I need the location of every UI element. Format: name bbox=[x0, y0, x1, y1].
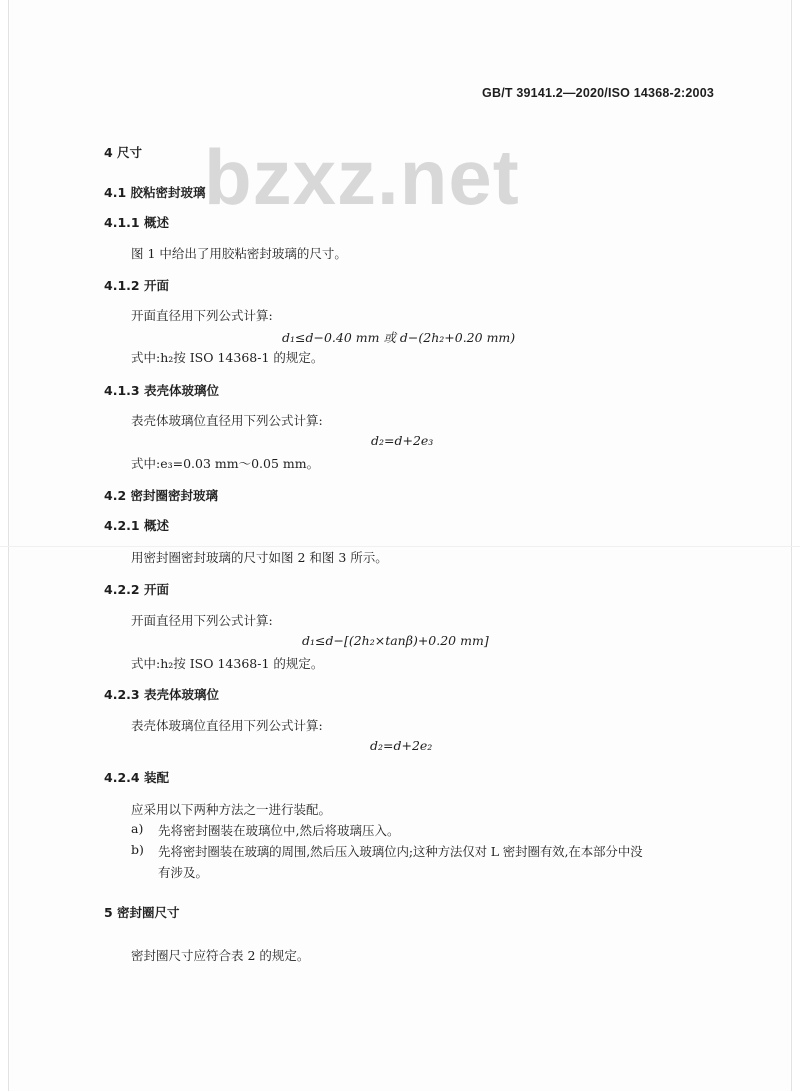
section-4-1-3-title: 4.1.3 表壳体玻璃位 bbox=[104, 383, 219, 398]
list-item-b-line2: 有涉及。 bbox=[158, 865, 209, 880]
section-4-1-1-title: 4.1.1 概述 bbox=[104, 215, 169, 230]
section-4-2-4-intro: 应采用以下两种方法之一进行装配。 bbox=[131, 802, 332, 817]
section-4-1-3-where: 式中:e₃=0.03 mm～0.05 mm。 bbox=[131, 456, 320, 471]
section-5-text: 密封圈尺寸应符合表 2 的规定。 bbox=[131, 948, 310, 963]
standard-number: GB/T 39141.2—2020/ISO 14368-2:2003 bbox=[482, 86, 714, 100]
list-item-b-line1: 先将密封圈装在玻璃的周围,然后压入玻璃位内;这种方法仅对 L 密封圈有效,在本部分中没 bbox=[158, 844, 643, 859]
page-divider bbox=[0, 546, 800, 547]
section-4-1-2-intro: 开面直径用下列公式计算: bbox=[131, 308, 273, 323]
section-4-2-4-title: 4.2.4 装配 bbox=[104, 770, 169, 785]
section-4-2-3-intro: 表壳体玻璃位直径用下列公式计算: bbox=[131, 718, 323, 733]
section-4-1-1-text: 图 1 中给出了用胶粘密封玻璃的尺寸。 bbox=[131, 246, 347, 261]
section-4-1-3-intro: 表壳体玻璃位直径用下列公式计算: bbox=[131, 413, 323, 428]
section-4-1-2-title: 4.1.2 开面 bbox=[104, 278, 169, 293]
section-4-2-2-title: 4.2.2 开面 bbox=[104, 582, 169, 597]
watermark: bzxz.net bbox=[204, 133, 520, 221]
formula-4-1-2: d₁≤d−0.40 mm 或 d−(2h₂+0.20 mm) bbox=[282, 330, 516, 345]
section-4-2-title: 4.2 密封圈密封玻璃 bbox=[104, 488, 218, 503]
formula-4-2-2: d₁≤d−[(2h₂×tanβ)+0.20 mm] bbox=[302, 633, 489, 648]
formula-4-2-3: d₂=d+2e₂ bbox=[370, 738, 433, 753]
formula-4-1-3: d₂=d+2e₃ bbox=[371, 433, 434, 448]
section-4-1-title: 4.1 胶粘密封玻璃 bbox=[104, 185, 206, 200]
list-item-a: 先将密封圈装在玻璃位中,然后将玻璃压入。 bbox=[158, 823, 400, 838]
section-4-2-1-title: 4.2.1 概述 bbox=[104, 518, 169, 533]
list-item-b-label: b) bbox=[131, 842, 144, 857]
section-4-1-2-where: 式中:h₂按 ISO 14368-1 的规定。 bbox=[131, 350, 324, 365]
section-4-2-1-text: 用密封圈密封玻璃的尺寸如图 2 和图 3 所示。 bbox=[131, 550, 388, 565]
list-item-a-label: a) bbox=[131, 821, 144, 836]
section-4-2-3-title: 4.2.3 表壳体玻璃位 bbox=[104, 687, 219, 702]
section-5-title: 5 密封圈尺寸 bbox=[104, 905, 180, 920]
section-4-title: 4 尺寸 bbox=[104, 145, 143, 160]
section-4-2-2-where: 式中:h₂按 ISO 14368-1 的规定。 bbox=[131, 656, 324, 671]
section-4-2-2-intro: 开面直径用下列公式计算: bbox=[131, 613, 273, 628]
